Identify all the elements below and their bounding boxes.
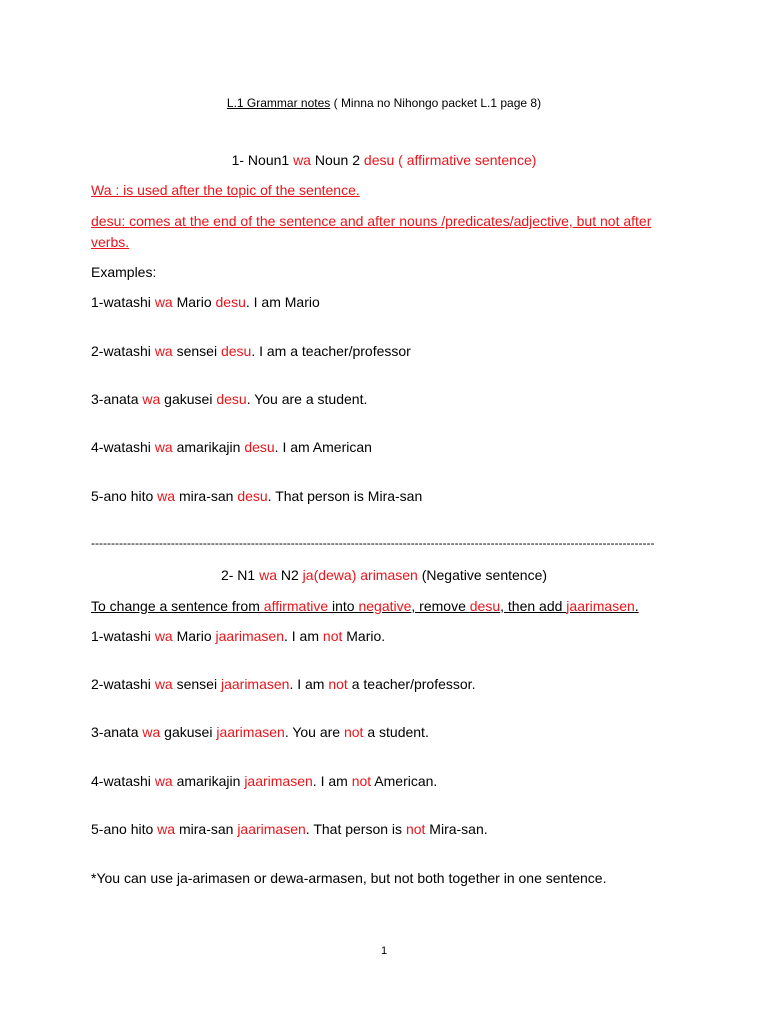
example-wa: wa [154, 773, 173, 789]
example-affirmative [91, 438, 372, 456]
page-title [0, 94, 768, 112]
example-not: not [351, 773, 372, 789]
heading-text: 1- Noun1 [231, 152, 294, 168]
example-desu: desu [237, 488, 268, 504]
example-text: a teacher/professor. [347, 676, 476, 692]
divider-line: --------------------------------------------------------------------------------------------------------------------------------------------- [91, 536, 655, 550]
example-jaarimasen: jaarimasen [237, 821, 306, 837]
example-text: 5-ano hito [91, 821, 158, 837]
rule-text: into [328, 598, 359, 614]
example-text: sensei [172, 343, 221, 359]
example-affirmative [91, 293, 320, 311]
example-text: . I am [289, 676, 329, 692]
example-negative [91, 675, 475, 693]
rule-desu: desu [469, 598, 501, 614]
example-text: . You are a student. [246, 391, 368, 407]
example-wa: wa [154, 676, 173, 692]
example-desu: desu [215, 294, 246, 310]
example-jaarimasen: jaarimasen [215, 628, 284, 644]
example-wa: wa [157, 488, 176, 504]
usage-note: *You can use ja-arimasen or dewa-armasen, but not both together in one sentence. [91, 870, 607, 886]
example-negative [91, 627, 385, 645]
rule-text: , remove [411, 598, 470, 614]
example-desu: desu [216, 391, 247, 407]
example-text: . That person is [305, 821, 406, 837]
heading-negative-form: ja(dewa) arimasen [302, 567, 418, 583]
example-wa: wa [154, 439, 173, 455]
page-number: 1 [380, 945, 388, 957]
example-text: 2-watashi [91, 343, 155, 359]
heading-affirmative: ( affirmative sentence) [394, 152, 537, 168]
example-jaarimasen: jaarimasen [216, 724, 285, 740]
example-not: not [322, 628, 343, 644]
rule-text: . [634, 598, 639, 614]
rule-negative [91, 597, 639, 615]
example-affirmative [91, 342, 411, 360]
heading-text: 2- N1 [220, 567, 260, 583]
example-text: . You are [284, 724, 344, 740]
example-not: not [328, 676, 348, 692]
example-text: . I am a teacher/professor [251, 343, 411, 359]
rule-negative-word: negative [358, 598, 412, 614]
example-negative [91, 772, 437, 790]
title-sub-open: ( [330, 96, 341, 110]
example-wa: wa [142, 391, 161, 407]
rule-text: To change a sentence from [91, 598, 264, 614]
example-affirmative [91, 390, 367, 408]
example-wa: wa [154, 294, 173, 310]
example-text: 4-watashi [91, 773, 155, 789]
example-jaarimasen: jaarimasen [244, 773, 313, 789]
example-negative [91, 723, 429, 741]
rule-desu-line2: verbs. [91, 234, 130, 250]
rule-text: , then add [500, 598, 567, 614]
example-wa: wa [142, 724, 161, 740]
example-text: Mario. [342, 628, 386, 644]
example-text: Mario [172, 294, 216, 310]
heading-desu: desu [363, 152, 395, 168]
title-main: L.1 Grammar notes [226, 96, 331, 110]
example-text: amarikajin [172, 773, 245, 789]
example-text: mira-san [175, 488, 238, 504]
example-text: . That person is Mira-san [267, 488, 423, 504]
examples-label: Examples: [91, 264, 157, 280]
rule-desu-line1: desu: comes at the end of the sentence and after nouns /predicates/adjective, but not after [91, 213, 652, 229]
example-text: gakusei [160, 724, 217, 740]
example-wa: wa [154, 628, 173, 644]
example-jaarimasen: jaarimasen [220, 676, 290, 692]
example-text: . I am [284, 628, 323, 644]
example-text: 5-ano hito [91, 488, 158, 504]
heading-wa: wa [259, 567, 277, 583]
example-text: sensei [172, 676, 221, 692]
example-desu: desu [244, 439, 275, 455]
rule-jaarimasen: jaarimasen [566, 598, 635, 614]
example-not: not [343, 724, 364, 740]
heading-text: N2 [276, 567, 303, 583]
example-text: . I am Mario [245, 294, 320, 310]
example-wa: wa [154, 343, 173, 359]
rule-affirmative: affirmative [263, 598, 329, 614]
example-text: amarikajin [172, 439, 245, 455]
example-text: . I am American [274, 439, 372, 455]
example-affirmative [91, 487, 422, 505]
rule-wa: Wa : is used after the topic of the sentence. [91, 182, 360, 198]
heading-wa: wa [293, 152, 311, 168]
example-text: gakusei [160, 391, 217, 407]
example-text: 4-watashi [91, 439, 155, 455]
example-text: . I am [312, 773, 352, 789]
title-sub: Minna no Nihongo packet L.1 page 8 [340, 96, 538, 110]
example-desu: desu [220, 343, 252, 359]
example-negative [91, 820, 488, 838]
example-text: 1-watashi [91, 294, 155, 310]
example-text: 1-watashi [91, 628, 155, 644]
example-text: 3-anata [91, 391, 143, 407]
example-text: a student. [363, 724, 429, 740]
example-not: not [405, 821, 426, 837]
example-text: mira-san [175, 821, 238, 837]
example-text: Mario [172, 628, 216, 644]
example-text: American. [371, 773, 438, 789]
section2-heading [0, 566, 768, 584]
title-sub-close: ) [537, 96, 542, 110]
example-text: 3-anata [91, 724, 143, 740]
section1-heading [0, 151, 768, 169]
heading-text: (Negative sentence) [417, 567, 548, 583]
example-wa: wa [157, 821, 176, 837]
example-text: 2-watashi [91, 676, 155, 692]
example-text: Mira-san. [425, 821, 488, 837]
heading-text: Noun 2 [310, 152, 364, 168]
